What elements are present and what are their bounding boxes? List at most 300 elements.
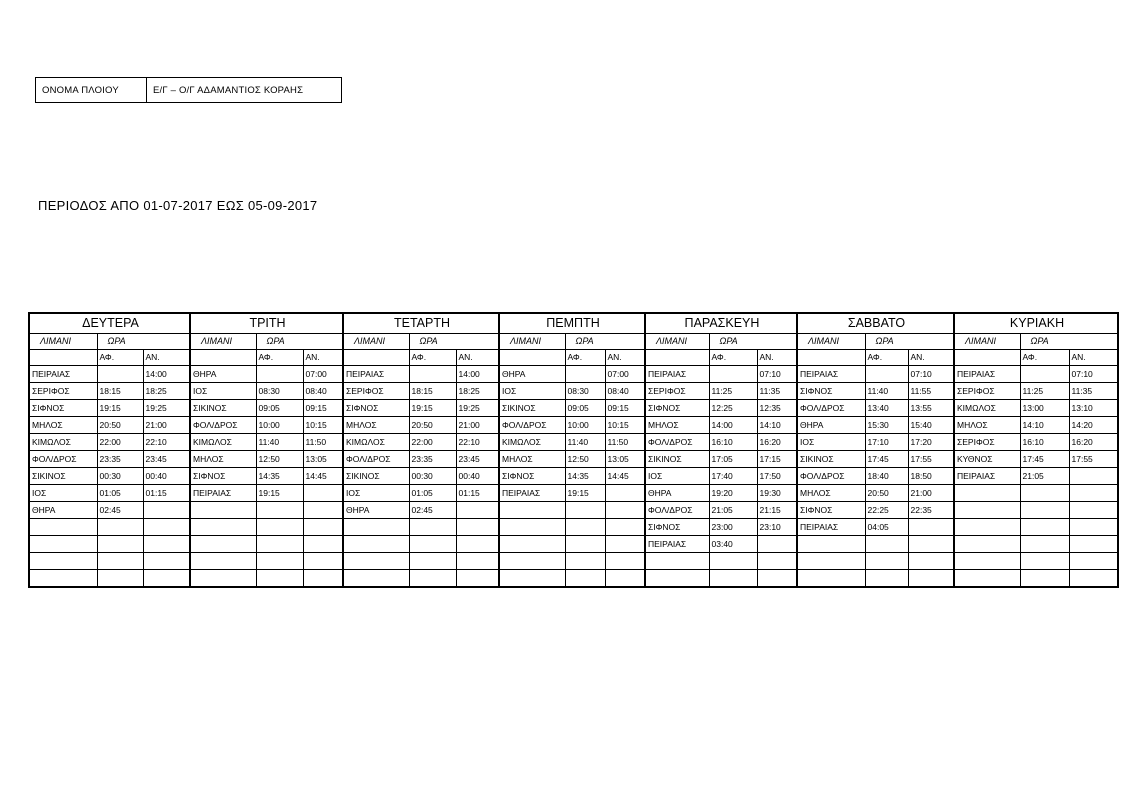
port-cell: [343, 536, 409, 553]
port-cell: ΜΗΛΟΣ: [499, 451, 565, 468]
port-cell: ΣΕΡΙΦΟΣ: [343, 383, 409, 400]
arrival-time-cell: [256, 519, 303, 536]
departure-time-cell: [1069, 536, 1118, 553]
arrival-time-cell: 18:15: [97, 383, 143, 400]
port-cell: ΠΕΙΡΑΙΑΣ: [954, 366, 1020, 383]
arrival-time-cell: [256, 553, 303, 570]
day-header: ΔΕΥΤΕΡΑ: [29, 313, 190, 334]
arrival-time-cell: 11:40: [865, 383, 908, 400]
departure-time-cell: 14:45: [605, 468, 645, 485]
arrival-time-cell: [565, 366, 605, 383]
arrival-time-cell: [565, 502, 605, 519]
port-cell: ΣΙΦΝΟΣ: [499, 468, 565, 485]
departure-time-cell: 15:40: [908, 417, 954, 434]
arrival-time-cell: [97, 570, 143, 588]
arrival-time-cell: 11:40: [565, 434, 605, 451]
port-cell: [954, 553, 1020, 570]
arrival-time-cell: [565, 536, 605, 553]
arrival-time-cell: 09:05: [256, 400, 303, 417]
arrival-time-cell: [1020, 485, 1069, 502]
departure-time-cell: [605, 536, 645, 553]
empty-cell: [190, 350, 256, 366]
port-cell: ΚΥΘΝΟΣ: [954, 451, 1020, 468]
departure-time-cell: 21:00: [456, 417, 499, 434]
port-cell: ΘΗΡΑ: [190, 366, 256, 383]
ship-name-value: Ε/Γ – Ο/Γ ΑΔΑΜΑΝΤΙΟΣ ΚΟΡΑΗΣ: [147, 78, 342, 103]
day-header: ΤΡΙΤΗ: [190, 313, 343, 334]
arrival-time-cell: [256, 536, 303, 553]
arrival-column-header: ΑΦ.: [565, 350, 605, 366]
departure-time-cell: 01:15: [456, 485, 499, 502]
departure-time-cell: 16:20: [1069, 434, 1118, 451]
arrival-time-cell: 14:00: [709, 417, 757, 434]
arrival-time-cell: 17:10: [865, 434, 908, 451]
port-cell: ΣΙΦΝΟΣ: [343, 400, 409, 417]
arrival-column-header: ΑΦ.: [97, 350, 143, 366]
arrival-column-header: ΑΦ.: [256, 350, 303, 366]
port-cell: ΠΕΙΡΑΙΑΣ: [645, 536, 709, 553]
departure-time-cell: 22:10: [456, 434, 499, 451]
port-column-header: ΛΙΜΑΝΙ: [29, 334, 97, 350]
arrival-time-cell: [1020, 366, 1069, 383]
departure-time-cell: [1069, 485, 1118, 502]
arrival-time-cell: 19:15: [256, 485, 303, 502]
arrival-time-cell: 00:30: [409, 468, 456, 485]
port-cell: [797, 570, 865, 588]
port-cell: ΠΕΙΡΑΙΑΣ: [29, 366, 97, 383]
port-cell: [645, 553, 709, 570]
departure-time-cell: 19:30: [757, 485, 797, 502]
port-cell: ΠΕΙΡΑΙΑΣ: [797, 519, 865, 536]
departure-time-cell: [605, 485, 645, 502]
port-cell: ΙΟΣ: [29, 485, 97, 502]
departure-time-cell: [303, 553, 343, 570]
arrival-time-cell: [1020, 519, 1069, 536]
arrival-time-cell: 14:35: [565, 468, 605, 485]
arrival-time-cell: 02:45: [97, 502, 143, 519]
arrival-time-cell: [865, 536, 908, 553]
port-cell: ΠΕΙΡΑΙΑΣ: [343, 366, 409, 383]
departure-time-cell: 07:10: [757, 366, 797, 383]
time-column-header: ΩΡΑ: [97, 334, 190, 350]
port-cell: ΘΗΡΑ: [499, 366, 565, 383]
departure-time-cell: 16:20: [757, 434, 797, 451]
departure-time-cell: 09:15: [303, 400, 343, 417]
departure-time-cell: 13:05: [303, 451, 343, 468]
departure-time-cell: [1069, 468, 1118, 485]
port-cell: ΙΟΣ: [645, 468, 709, 485]
empty-cell: [797, 350, 865, 366]
port-cell: ΣΕΡΙΦΟΣ: [29, 383, 97, 400]
arrival-time-cell: 12:25: [709, 400, 757, 417]
port-cell: ΜΗΛΟΣ: [29, 417, 97, 434]
port-cell: [190, 553, 256, 570]
arrival-time-cell: [865, 570, 908, 588]
departure-column-header: ΑΝ.: [757, 350, 797, 366]
departure-time-cell: [303, 536, 343, 553]
day-header: ΠΑΡΑΣΚΕΥΗ: [645, 313, 797, 334]
port-cell: [29, 570, 97, 588]
empty-cell: [343, 350, 409, 366]
departure-time-cell: 21:00: [908, 485, 954, 502]
departure-time-cell: 17:20: [908, 434, 954, 451]
departure-time-cell: [908, 570, 954, 588]
port-cell: ΣΙΚΙΝΟΣ: [29, 468, 97, 485]
port-cell: ΘΗΡΑ: [29, 502, 97, 519]
departure-time-cell: 11:50: [303, 434, 343, 451]
departure-time-cell: [1069, 553, 1118, 570]
empty-cell: [954, 350, 1020, 366]
arrival-time-cell: 19:15: [565, 485, 605, 502]
arrival-column-header: ΑΦ.: [409, 350, 456, 366]
port-cell: ΠΕΙΡΑΙΑΣ: [645, 366, 709, 383]
departure-time-cell: 00:40: [143, 468, 190, 485]
departure-time-cell: 14:00: [143, 366, 190, 383]
table-row: [29, 468, 1118, 485]
port-column-header: ΛΙΜΑΝΙ: [645, 334, 709, 350]
port-cell: [954, 570, 1020, 588]
time-column-header: ΩΡΑ: [409, 334, 499, 350]
port-cell: [499, 502, 565, 519]
port-cell: ΚΙΜΩΛΟΣ: [499, 434, 565, 451]
port-cell: [29, 553, 97, 570]
arrival-time-cell: [709, 553, 757, 570]
ship-name-label: ΟΝΟΜΑ ΠΛΟΙΟΥ: [36, 78, 147, 103]
arrival-time-cell: [565, 519, 605, 536]
departure-time-cell: 10:15: [605, 417, 645, 434]
departure-time-cell: 18:25: [456, 383, 499, 400]
departure-time-cell: [143, 519, 190, 536]
departure-time-cell: [605, 502, 645, 519]
departure-time-cell: 01:15: [143, 485, 190, 502]
table-row: [29, 519, 1118, 536]
departure-time-cell: 22:10: [143, 434, 190, 451]
port-cell: ΠΕΙΡΑΙΑΣ: [797, 366, 865, 383]
departure-time-cell: 07:10: [908, 366, 954, 383]
arrival-time-cell: 01:05: [97, 485, 143, 502]
departure-time-cell: 21:15: [757, 502, 797, 519]
port-cell: ΙΟΣ: [499, 383, 565, 400]
port-cell: ΣΙΦΝΟΣ: [190, 468, 256, 485]
port-cell: [645, 570, 709, 588]
departure-time-cell: 07:10: [1069, 366, 1118, 383]
arrival-time-cell: 19:20: [709, 485, 757, 502]
arrival-time-cell: 17:40: [709, 468, 757, 485]
port-cell: ΦΟΛ/ΔΡΟΣ: [797, 468, 865, 485]
departure-time-cell: 12:35: [757, 400, 797, 417]
departure-time-cell: [757, 570, 797, 588]
departure-time-cell: [605, 553, 645, 570]
time-column-header: ΩΡΑ: [865, 334, 954, 350]
table-row: [29, 536, 1118, 553]
port-cell: ΚΙΜΩΛΟΣ: [190, 434, 256, 451]
departure-time-cell: 11:35: [1069, 383, 1118, 400]
port-cell: ΘΗΡΑ: [797, 417, 865, 434]
arrival-time-cell: 10:00: [565, 417, 605, 434]
arrival-time-cell: [709, 366, 757, 383]
port-cell: [499, 536, 565, 553]
ship-name-box: [35, 77, 342, 103]
departure-time-cell: 17:15: [757, 451, 797, 468]
port-column-header: ΛΙΜΑΝΙ: [190, 334, 256, 350]
table-row: [29, 502, 1118, 519]
departure-time-cell: 17:50: [757, 468, 797, 485]
arrival-time-cell: 02:45: [409, 502, 456, 519]
departure-time-cell: 11:50: [605, 434, 645, 451]
departure-time-cell: 10:15: [303, 417, 343, 434]
arrival-time-cell: 14:10: [1020, 417, 1069, 434]
arrival-time-cell: [97, 366, 143, 383]
port-cell: ΜΗΛΟΣ: [190, 451, 256, 468]
port-cell: ΙΟΣ: [797, 434, 865, 451]
arrival-time-cell: [97, 536, 143, 553]
departure-time-cell: 22:35: [908, 502, 954, 519]
arrival-time-cell: [256, 502, 303, 519]
departure-time-cell: [303, 502, 343, 519]
arrival-time-cell: [256, 570, 303, 588]
empty-cell: [499, 350, 565, 366]
port-cell: ΘΗΡΑ: [343, 502, 409, 519]
port-cell: [797, 536, 865, 553]
arrival-time-cell: 12:50: [256, 451, 303, 468]
port-cell: ΣΙΦΝΟΣ: [797, 502, 865, 519]
departure-time-cell: [1069, 570, 1118, 588]
port-cell: [190, 536, 256, 553]
departure-time-cell: [303, 570, 343, 588]
time-column-header: ΩΡΑ: [1020, 334, 1118, 350]
departure-time-cell: 17:55: [1069, 451, 1118, 468]
departure-time-cell: 08:40: [605, 383, 645, 400]
departure-column-header: ΑΝ.: [605, 350, 645, 366]
departure-time-cell: 13:05: [605, 451, 645, 468]
departure-time-cell: [908, 536, 954, 553]
arrival-time-cell: 19:15: [97, 400, 143, 417]
departure-time-cell: 09:15: [605, 400, 645, 417]
arrival-time-cell: 14:35: [256, 468, 303, 485]
arrival-time-cell: 04:05: [865, 519, 908, 536]
departure-time-cell: 11:55: [908, 383, 954, 400]
arrival-time-cell: [565, 553, 605, 570]
departure-time-cell: 19:25: [456, 400, 499, 417]
departure-time-cell: 23:45: [143, 451, 190, 468]
table-row: [29, 417, 1118, 434]
arrival-time-cell: 20:50: [97, 417, 143, 434]
arrival-time-cell: 08:30: [256, 383, 303, 400]
arrival-time-cell: [409, 570, 456, 588]
table-row: [29, 366, 1118, 383]
departure-time-cell: 14:45: [303, 468, 343, 485]
departure-column-header: ΑΝ.: [908, 350, 954, 366]
arrival-time-cell: 18:40: [865, 468, 908, 485]
port-cell: ΜΗΛΟΣ: [645, 417, 709, 434]
port-cell: [499, 553, 565, 570]
departure-time-cell: [456, 502, 499, 519]
departure-column-header: ΑΝ.: [303, 350, 343, 366]
port-cell: ΦΟΛ/ΔΡΟΣ: [343, 451, 409, 468]
arrival-time-cell: 01:05: [409, 485, 456, 502]
departure-time-cell: [456, 519, 499, 536]
port-cell: ΠΕΙΡΑΙΑΣ: [190, 485, 256, 502]
port-cell: [954, 502, 1020, 519]
departure-time-cell: 18:25: [143, 383, 190, 400]
port-cell: [954, 485, 1020, 502]
port-cell: [29, 519, 97, 536]
port-cell: ΚΙΜΩΛΟΣ: [29, 434, 97, 451]
arrival-time-cell: 03:40: [709, 536, 757, 553]
arrival-column-header: ΑΦ.: [1020, 350, 1069, 366]
departure-time-cell: [456, 536, 499, 553]
port-cell: ΠΕΙΡΑΙΑΣ: [499, 485, 565, 502]
departure-time-cell: [605, 519, 645, 536]
arrival-time-cell: 18:15: [409, 383, 456, 400]
day-header: ΚΥΡΙΑΚΗ: [954, 313, 1118, 334]
arrival-time-cell: [865, 553, 908, 570]
arrival-time-cell: 13:00: [1020, 400, 1069, 417]
departure-time-cell: 14:10: [757, 417, 797, 434]
port-cell: ΦΟΛ/ΔΡΟΣ: [645, 502, 709, 519]
port-cell: ΣΙΦΝΟΣ: [645, 519, 709, 536]
port-cell: [343, 519, 409, 536]
empty-cell: [645, 350, 709, 366]
departure-time-cell: [1069, 502, 1118, 519]
arrival-time-cell: 15:30: [865, 417, 908, 434]
time-column-header: ΩΡΑ: [256, 334, 343, 350]
arrival-time-cell: 11:25: [1020, 383, 1069, 400]
arrival-time-cell: 00:30: [97, 468, 143, 485]
arrival-time-cell: [1020, 536, 1069, 553]
port-cell: ΙΟΣ: [190, 383, 256, 400]
port-cell: [499, 519, 565, 536]
arrival-time-cell: 20:50: [409, 417, 456, 434]
departure-time-cell: [143, 536, 190, 553]
arrival-time-cell: 13:40: [865, 400, 908, 417]
schedule-table: [28, 312, 1119, 588]
table-row: [29, 451, 1118, 468]
arrival-time-cell: 12:50: [565, 451, 605, 468]
departure-time-cell: 13:10: [1069, 400, 1118, 417]
port-cell: ΦΟΛ/ΔΡΟΣ: [797, 400, 865, 417]
port-cell: ΣΙΚΙΝΟΣ: [645, 451, 709, 468]
arrival-time-cell: 20:50: [865, 485, 908, 502]
port-cell: ΣΙΚΙΝΟΣ: [343, 468, 409, 485]
arrival-time-cell: 23:35: [409, 451, 456, 468]
time-column-header: ΩΡΑ: [565, 334, 645, 350]
departure-time-cell: 00:40: [456, 468, 499, 485]
port-cell: ΦΟΛ/ΔΡΟΣ: [645, 434, 709, 451]
departure-time-cell: [605, 570, 645, 588]
port-column-header: ΛΙΜΑΝΙ: [499, 334, 565, 350]
port-cell: [954, 536, 1020, 553]
arrival-time-cell: 19:15: [409, 400, 456, 417]
arrival-time-cell: [1020, 502, 1069, 519]
port-cell: ΘΗΡΑ: [645, 485, 709, 502]
departure-time-cell: [456, 570, 499, 588]
port-cell: [499, 570, 565, 588]
port-column-header: ΛΙΜΑΝΙ: [954, 334, 1020, 350]
arrival-time-cell: 09:05: [565, 400, 605, 417]
departure-time-cell: [456, 553, 499, 570]
arrival-time-cell: 10:00: [256, 417, 303, 434]
departure-time-cell: 14:00: [456, 366, 499, 383]
day-header-row: [29, 313, 1118, 334]
arrival-time-cell: [709, 570, 757, 588]
port-cell: ΠΕΙΡΑΙΑΣ: [954, 468, 1020, 485]
port-cell: [343, 570, 409, 588]
arrival-time-cell: [97, 519, 143, 536]
arrival-time-cell: [97, 553, 143, 570]
port-cell: ΚΙΜΩΛΟΣ: [954, 400, 1020, 417]
arrival-time-cell: 08:30: [565, 383, 605, 400]
port-cell: ΣΙΚΙΝΟΣ: [190, 400, 256, 417]
departure-time-cell: [757, 553, 797, 570]
departure-time-cell: 23:10: [757, 519, 797, 536]
port-cell: ΚΙΜΩΛΟΣ: [343, 434, 409, 451]
arrival-time-cell: 22:00: [97, 434, 143, 451]
port-cell: ΣΙΦΝΟΣ: [29, 400, 97, 417]
arrival-time-cell: 22:25: [865, 502, 908, 519]
port-cell: ΜΗΛΟΣ: [954, 417, 1020, 434]
port-cell: [343, 553, 409, 570]
port-cell: [954, 519, 1020, 536]
table-row: [29, 485, 1118, 502]
arrival-time-cell: 22:00: [409, 434, 456, 451]
day-header: ΠΕΜΠΤΗ: [499, 313, 645, 334]
empty-cell: [29, 350, 97, 366]
arrival-time-cell: [409, 536, 456, 553]
port-column-header: ΛΙΜΑΝΙ: [343, 334, 409, 350]
arrival-column-header: ΑΦ.: [865, 350, 908, 366]
port-cell: [29, 536, 97, 553]
table-row: [29, 400, 1118, 417]
port-cell: ΣΙΚΙΝΟΣ: [499, 400, 565, 417]
arrival-time-cell: [565, 570, 605, 588]
departure-column-header: ΑΝ.: [456, 350, 499, 366]
departure-time-cell: [908, 553, 954, 570]
departure-time-cell: 21:00: [143, 417, 190, 434]
departure-time-cell: 19:25: [143, 400, 190, 417]
port-cell: [797, 553, 865, 570]
arrival-time-cell: 11:25: [709, 383, 757, 400]
arrival-time-cell: [865, 366, 908, 383]
period-title: ΠΕΡΙΟΔΟΣ ΑΠΟ 01-07-2017 ΕΩΣ 05-09-2017: [38, 198, 318, 213]
port-cell: [190, 519, 256, 536]
departure-time-cell: 11:35: [757, 383, 797, 400]
departure-column-header: ΑΝ.: [1069, 350, 1118, 366]
table-row: [29, 553, 1118, 570]
arrival-time-cell: 21:05: [1020, 468, 1069, 485]
time-column-header: ΩΡΑ: [709, 334, 797, 350]
arrival-time-cell: 17:45: [1020, 451, 1069, 468]
port-cell: ΣΙΦΝΟΣ: [645, 400, 709, 417]
port-cell: ΣΙΚΙΝΟΣ: [797, 451, 865, 468]
arrival-time-cell: [256, 366, 303, 383]
arrival-time-cell: 23:00: [709, 519, 757, 536]
port-cell: ΦΟΛ/ΔΡΟΣ: [29, 451, 97, 468]
port-cell: ΣΕΡΙΦΟΣ: [954, 383, 1020, 400]
arrival-time-cell: 11:40: [256, 434, 303, 451]
port-cell: ΣΕΡΙΦΟΣ: [954, 434, 1020, 451]
arrival-time-cell: [409, 553, 456, 570]
arrival-time-cell: 16:10: [1020, 434, 1069, 451]
departure-time-cell: [1069, 519, 1118, 536]
departure-time-cell: 08:40: [303, 383, 343, 400]
arrival-time-cell: [409, 519, 456, 536]
departure-time-cell: [908, 519, 954, 536]
port-cell: [190, 570, 256, 588]
table-row: [29, 570, 1118, 588]
departure-time-cell: [143, 570, 190, 588]
arrival-time-cell: 17:45: [865, 451, 908, 468]
